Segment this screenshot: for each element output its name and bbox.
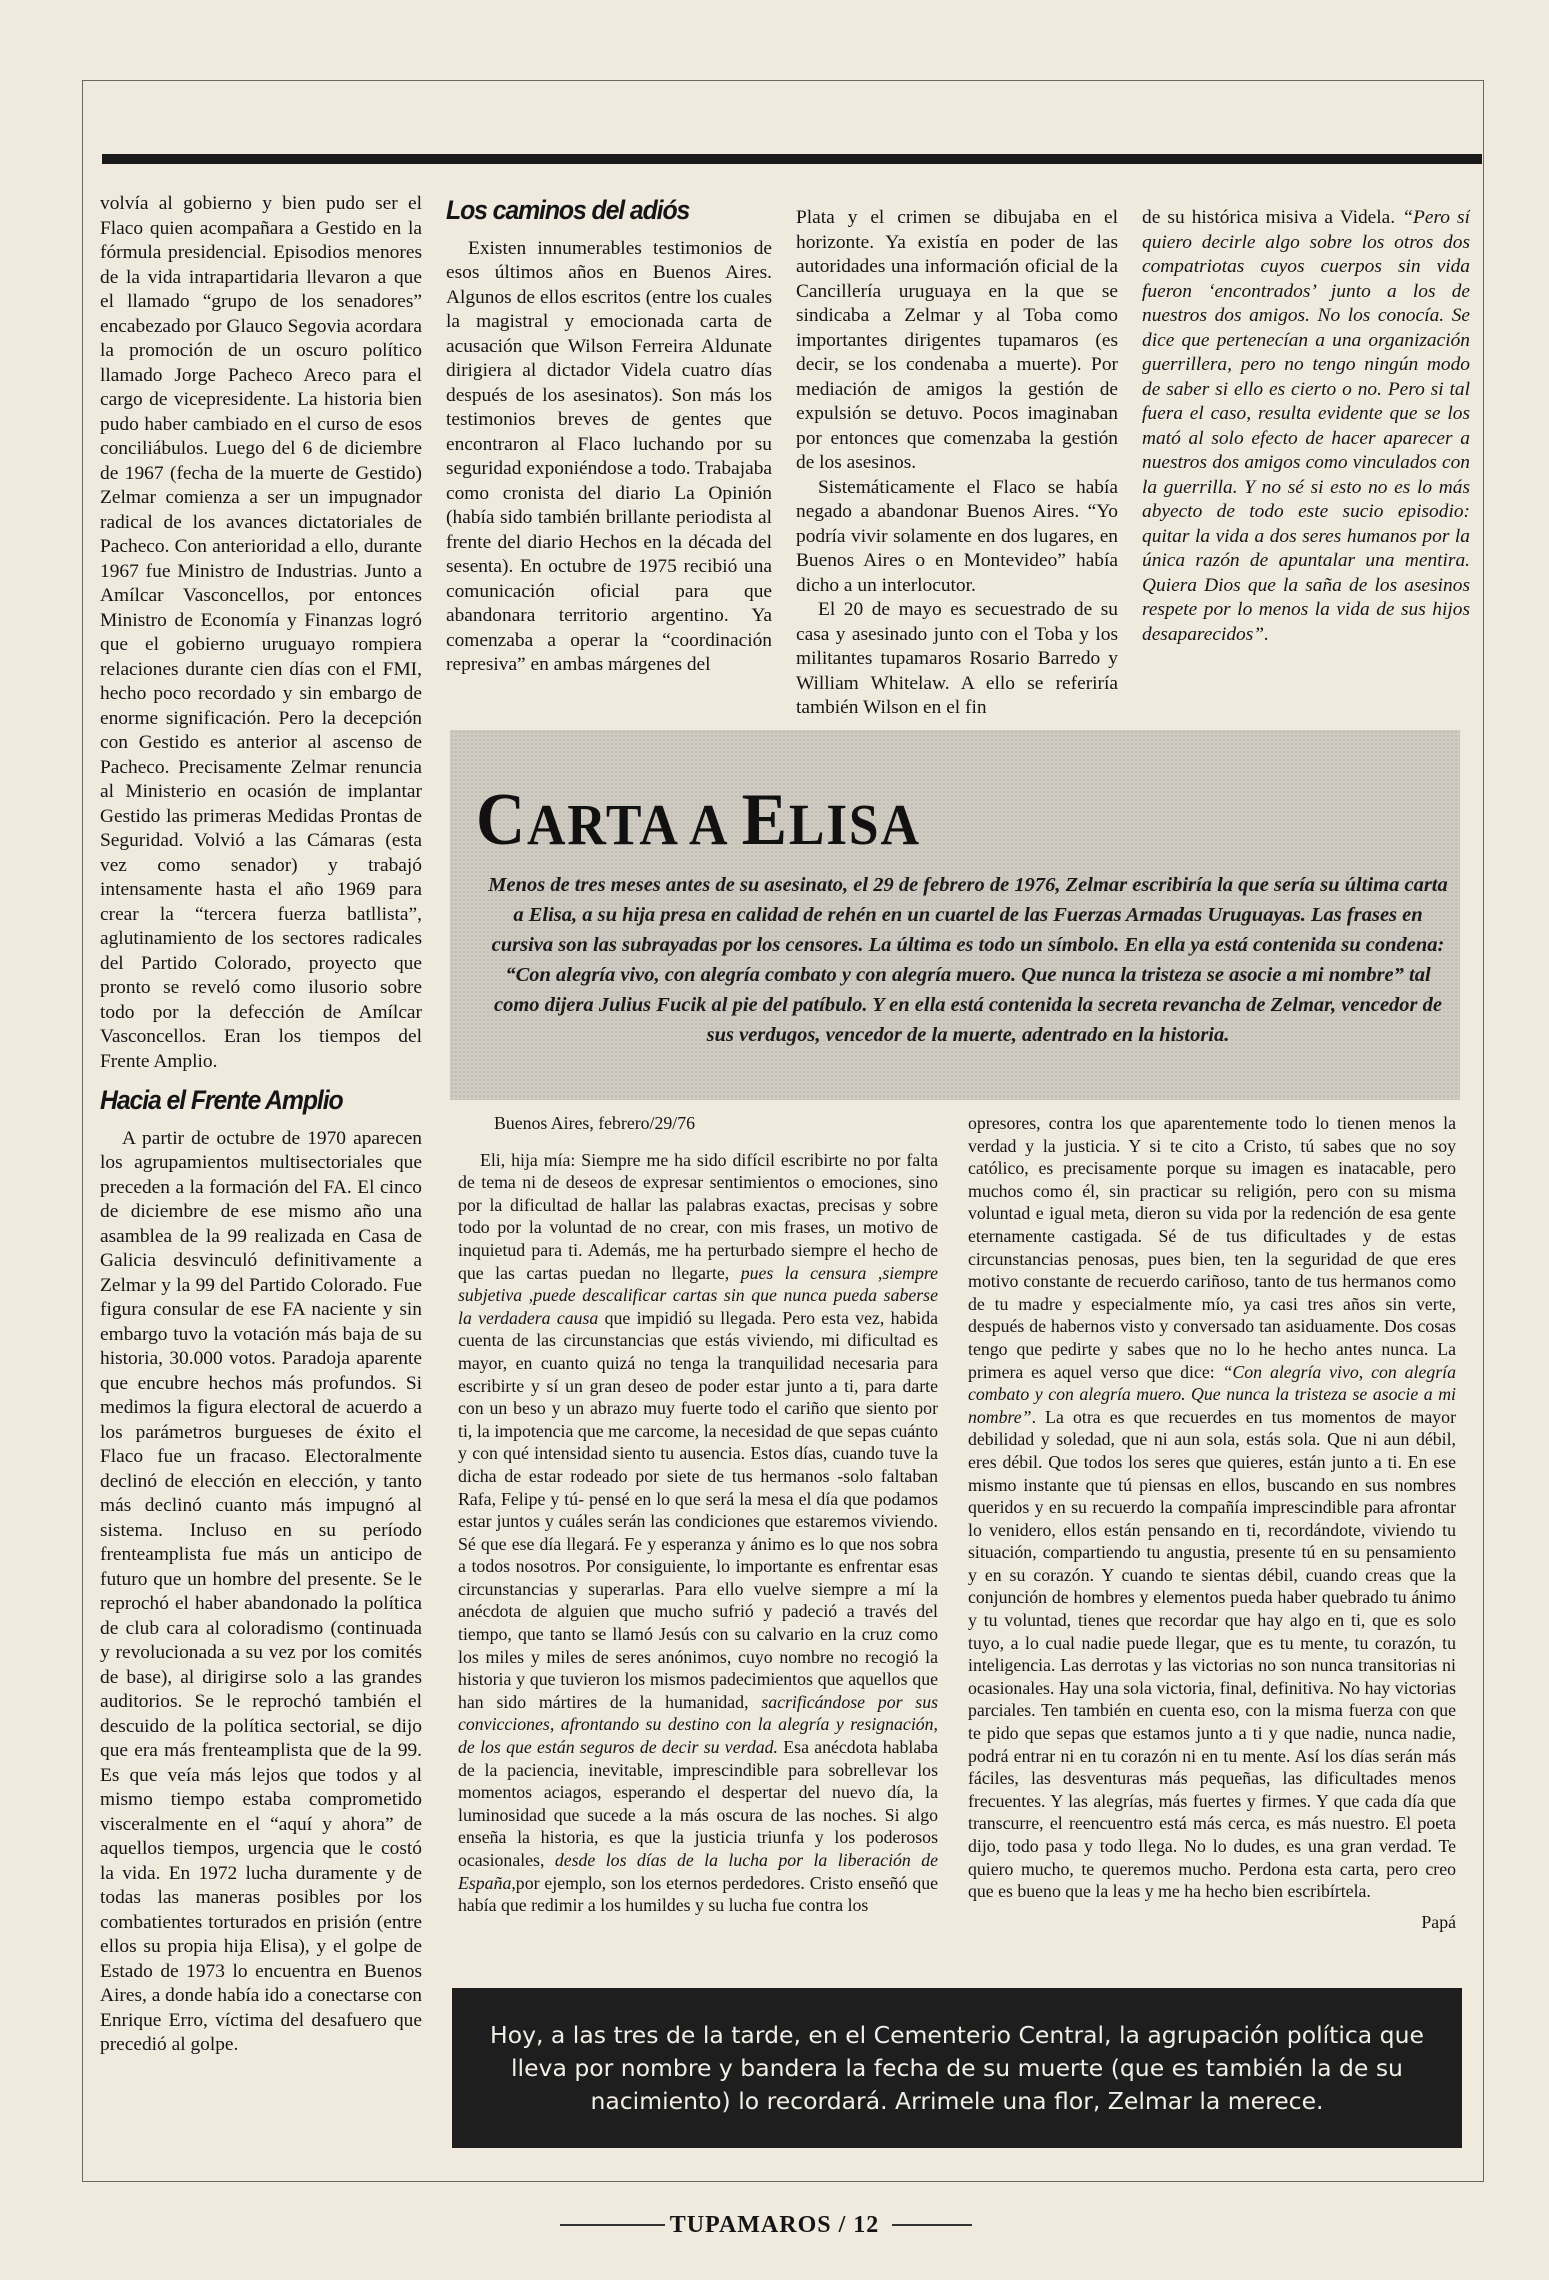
censored-phrase: pues la censura ,siempre subjetiva ,puede descalificar cartas sin que nunca pueda saberse la verdadera causa [458,1262,938,1328]
homage-banner: Hoy, a las tres de la tarde, en el Cementerio Central, la agrupación política que lleva por nombre y bandera la fecha de su muerte (que es también la de su nacimiento) lo recordará. Arrimele una flor, Zelmar la merece. [452,1988,1462,2148]
top-rule [102,154,1482,164]
col4-lead: de su histórica misiva a Videla. [1142,207,1396,228]
title-letter-c: C [476,779,528,861]
col2-paragraph: Existen innumerables testimonios de esos últimos años en Buenos Aires. Algunos de ellos escritos (entre los cuales la magistral y emocionada carta de acusación que Wilson Ferreira Aldunate dirigiera al dictador Videla cuatro días después de los asesinatos). Son más los testimonios breves de gentes que encontraron al Flaco luchando por su seguridad exponiéndose a todo. Trabajaba como cronista del diario La Opinión (había sido también brillante periodista al frente del diario Hechos en la década del sesenta). En octubre de 1975 recibió una comunicación oficial para que abandonara territorio argentino. Ya comenzaba a operar la “coordinación represiva” en ambas márgenes del [446,237,772,675]
column-4 [1142,206,1470,716]
col3-paragraph-1: Plata y el crimen se dibujaba en el horizonte. Ya existía en poder de las autoridades una información oficial de la Cancillería uruguaya en la que se sindicaba a Zelmar y al Toba como importantes dirigentes tupamaros (es decir, se los condenaba a muerte). Por mediación de amigos la gestión de expulsión se detuvo. Pocos imaginaban por entonces que comenzaba la gestión de los asesinos. [796,207,1118,473]
title-part-1: ARTA A [527,792,742,857]
letter-body-right [968,1112,1456,1903]
wilson-quote: “Pero sí quiero decirle algo sobre los otros dos compatriotas cuyos cuerpos sin vida fueron ‘encontrados’ junto a los de nuestros dos amigos. No los conocía. Se dice que pertenecían a una organización guerrillera, pero no tengo ningún modo de saber si ello es cierto o no. Pero si tal fuera el caso, resulta evidente que se los mató al solo efecto de hacer aparecer a nuestros dos amigos como vinculados con la guerrilla. Y no sé si esto no es lo más abyecto de todo este sucio episodio: quitar la vida a dos seres humanos por la única razón de apuntalar una mentira. Quiera Dios que la saña de los asesinos respete por lo menos la vida de sus hijos desaparecidos”. [1142,207,1470,645]
letter-body-left [458,1149,938,1917]
col3-paragraph-2: Sistemáticamente el Flaco se había negado a abandonar Buenos Aires. “Yo podría vivir solamente en dos lugares, en Buenos Aires o en Montevideo” había dicho a un interlocutor. [796,476,1118,596]
heading-hacia-el-frente-amplio: Hacia el Frente Amplio [100,1085,343,1115]
censored-phrase: desde los días de la lucha por la liberación de España, [458,1850,938,1893]
letter-signature: Papá [1421,1911,1456,1932]
letter-text: Esa anécdota hablaba de la paciencia, inevitable, imprescindible para sobrellevar los momentos aciagos, esperando el despertar del nuevo día, la luminosidad que sucede a la más oscura de las noches. Si algo enseña la historia, es que la justicia triunfa y los poderosos ocasionales, [458,1737,938,1870]
letter-text: Eli, hija mía: Siempre me ha sido difícil escribirte no por falta de tema ni de deseos de expresar sentimientos o emociones, sino por la dificultad de hallar las palabras exactas, precisas y sobre todo por la voluntad de no crear, con mis frases, un motivo de inquietud para ti. Además, me ha perturbado siempre el hecho de que las cartas puedan no llegarte, [458,1149,938,1283]
col1-paragraph-2: A partir de octubre de 1970 aparecen los agrupamientos multisectoriales que preceden a la formación del FA. El cinco de diciembre de ese mismo año una asamblea de la 99 realizada en Casa de Galicia desvinculó definitivamente a Zelmar y la 99 del Partido Colorado. Fue figura consular de ese FA naciente y sin embargo tuvo la votación más baja de su historia, 30.000 votos. Paradoja aparente que encubre hechos más profundos. Si medimos la figura electoral de acuerdo a los parámetros burgueses de éxito el Flaco fue un fracaso. Electoralmente declinó de elección en elección, y tanto más declinó cuanto más impugnó al sistema. Incluso en su período frenteamplista fue más un anticipo de futuro que un hombre del presente. Se le reprochó el haber abandonado la política de club cara al coloradismo (continuada y revolucionada a su vez por los comités de base), al dirigirse solo a las grandes auditorios. Se le reprochó también el descuido de la política sectorial, se dijo que era más frenteamplista que de la 99. Es que veía más lejos que todos y al mismo tiempo estaba comprometido visceralmente en el “aquí y ahora” de aquellos tiempos, urgencia que le costó la vida. En 1972 lucha duramente y de todas las maneras posibles por los combatientes torturados en prisión (entre ellos su propia hija Elisa), y el golpe de Estado de 1973 lo encuentra en Buenos Aires, a donde había ido a conectarse con Enrique Erro, víctima del desafuero que precedió al golpe. [100,1127,422,2055]
letter-text: opresores, contra los que aparentemente todo lo tienen menos la verdad y la justicia. Y si te cito a Cristo, tú sabes que no soy católico, es precisamente porque su imagen es inatacable, pero muchos como él, sin practicar su religión, pero con su misma voluntad e igual meta, dieron su vida por la redención de esa gente eternamente castigada. Sé de tus dificultades y de estas circunstancias penosas, pues bien, ten la seguridad de que eres motivo constante de recuerdo cariñoso, tanto de tus hermanos como de tu madre y especialmente mío, ya casi tres años sin verte, después de habernos visto y conversado tan asiduamente. Dos cosas tengo que pedirte y sabes que no lo he hecho antes nunca. La primera es aquel verso que dice: [968,1113,1456,1382]
letter-left-column [458,1112,938,1952]
title-part-2: LISA [788,792,921,857]
col1-paragraph: volvía al gobierno y bien pudo ser el Flaco quien acompañara a Gestido en la fórmula presidencial. Episodios menores de la vida intrapartidaria llevaron a que el llamado “grupo de los senadores” encabezado por Glauco Segovia acordara la promoción de un oscuro político llamado Jorge Pacheco Areco para el cargo de vicepresidente. La historia bien pudo haber cambiado en el curso de esos conciliábulos. Luego del 6 de diciembre de 1967 (fecha de la muerte de Gestido) Zelmar comienza a ser un impugnador radical de los avances dictatoriales de Pacheco. Con anterioridad a ello, durante 1967 fue Ministro de Industrias. Junto a Amílcar Vasconcellos, por entonces Ministro de Economía y Finanzas logró que el gobierno uruguayo rompiera relaciones durante cien días con el FMI, hecho poco recordado y sin embargo de enorme significación. Pero la decepción con Gestido es anterior al ascenso de Pacheco. Precisamente Zelmar renuncia al Ministerio en ocasión de implantar Gestido las primeras Medidas Prontas de Seguridad. Volvió a las Cámaras (esta vez como senador) y trabajó intensamente hasta el año 1969 para crear la “tercera fuerza batllista”, aglutinamiento de los sectores radicales del Partido Colorado, proyecto que pronto se reveló como ilusorio sobre todo por la defección de Amílcar Vasconcellos. Eran los tiempos del Frente Amplio. [100,193,422,1072]
title-letter-e: E [741,779,789,861]
censored-phrase: “Con alegría vivo, con alegría combato y con alegría muero. Que nunca la tristeza se asocie a mi nombre” [968,1361,1456,1427]
letter-text: que impidió su llegada. Pero esta vez, habida cuenta de las circunstancias que estás viviendo, mi dificultad es mayor, en cuanto quizá no tenga la tranquilidad necesaria para escribirte y sí un gran deseo de poder estar junto a ti, para darte con un beso y un abrazo muy fuerte todo el cariño que siento por ti, la impotencia que me carcome, la necesidad de que sepas cuánto y con qué intensidad siento tu ausencia. Estos días, cuando tuve la dicha de estar rodeado por siete de tus hermanos -solo faltaban Rafa, Felipe y tú- pensé en lo que será la mesa el día que podamos estar juntos y cuáles serán las condiciones que estaremos viviendo. Sé que ese día llegará. Fe y esperanza y ánimo es lo que nos sobra a todos nosotros. Por consiguiente, lo importante es enfrentar esas circunstancias y superarlas. Para ello vuelve siempre a mí la anécdota de alguien que mucho sufrió y padeció a través del tiempo, que tanto se llamó Jesús con su calvario en la cruz como los miles y miles de seres anónimos, cuyo nombre no recogió la historia y que tuvieron los mismos padecimientos que aquellos que han sido mártires de la humanidad, [458,1307,938,1712]
col4-paragraph [1142,206,1470,647]
letter-text: por ejemplo, son los eternos perdedores. Cristo enseñó que había que redimir a los humildes y su lucha fue contra los [458,1872,938,1916]
column-2 [446,196,772,726]
page-footer: TUPAMAROS / 12 [669,2212,880,2238]
letter-text: . La otra es que recuerdes en tus momentos de mayor debilidad y soledad, que ni aun sola, estás sola. Que ni aun débil, eres débil. Que todos los seres que quieres, están junto a ti. En ese mismo instante que tú piensas en ellos, buscando en sus nombres queridos y en su recuerdo la compañía imprescindible para afrontar lo venidero, ellos están pensando en ti, recordándote, viviendo tu situación, compartiendo tu angustia, presente tú en su pensamiento y en su corazón. Y cuando te sientas débil, cuando creas que la conjunción de hombres y elementos pueda haber quebrado tu ánimo y tu voluntad, tienes que recordar que hay algo en ti, que es solo tuyo, a lo cual nadie puede llegar, que es tu mente, tu corazón, tu inteligencia. Las derrotas y las victorias no son nunca transitorias ni ocasionales. Hay una sola victoria, final, definitiva. No hay victorias parciales. Ten también en cuenta eso, con la misma fuerza con que te pido que sepas que estamos junto a ti y que nadie, nunca nadie, podrá entrar ni en tu corazón ni en tu mente. Así los días serán más fáciles, las desventuras más pequeñas, las dificultades menos frecuentes. Y las alegrías, más fuertes y firmes. Y que cada día que transcurre, el reencuentro está más cerca, es más nuestro. El poeta dijo, todo pasa y todo llega. No lo dudes, es una gran verdad. Te quiero mucho, te queremos mucho. Perdona esta carta, pero creo que es bueno que la leas y me ha hecho bien escribírtela. [968,1406,1456,1902]
censored-phrase: sacrificándose por sus convicciones, afrontando su destino con la alegría y resignación, de los que están seguros de decir su verdad. [458,1691,938,1758]
column-1 [100,192,422,2172]
col3-paragraph-3: El 20 de mayo es secuestrado de su casa y asesinado junto con el Toba y los militantes tupamaros Rosario Barredo y William Whitelaw. A ello se referiría también Wilson en el fin [796,599,1118,716]
column-3 [796,206,1118,716]
letter-date: Buenos Aires, febrero/29/76 [494,1113,695,1133]
heading-los-caminos-del-adios: Los caminos del adiós [446,196,690,225]
carta-intro: Menos de tres meses antes de su asesinato, el 29 de febrero de 1976, Zelmar escribiría la que sería su última carta a Elisa, a su hija presa en calidad de rehén en un cuartel de las Fuerzas Armadas Uruguayas. Las frases en cursiva son las subrayadas por los censores. La última es todo un símbolo. En ella ya está contenida su condena: “Con alegría vivo, con alegría combato y con alegría muero. Que nunca la tristeza se asocie a mi nombre” tal como dijera Julius Fucik al pie del patíbulo. Y en ella está contenida la secreta revancha de Zelmar, vencedor de sus verdugos, vencedor de la muerte, adentrado en la historia. [488,874,1448,1046]
letter-right-column [968,1112,1456,1952]
carta-title [476,778,921,863]
